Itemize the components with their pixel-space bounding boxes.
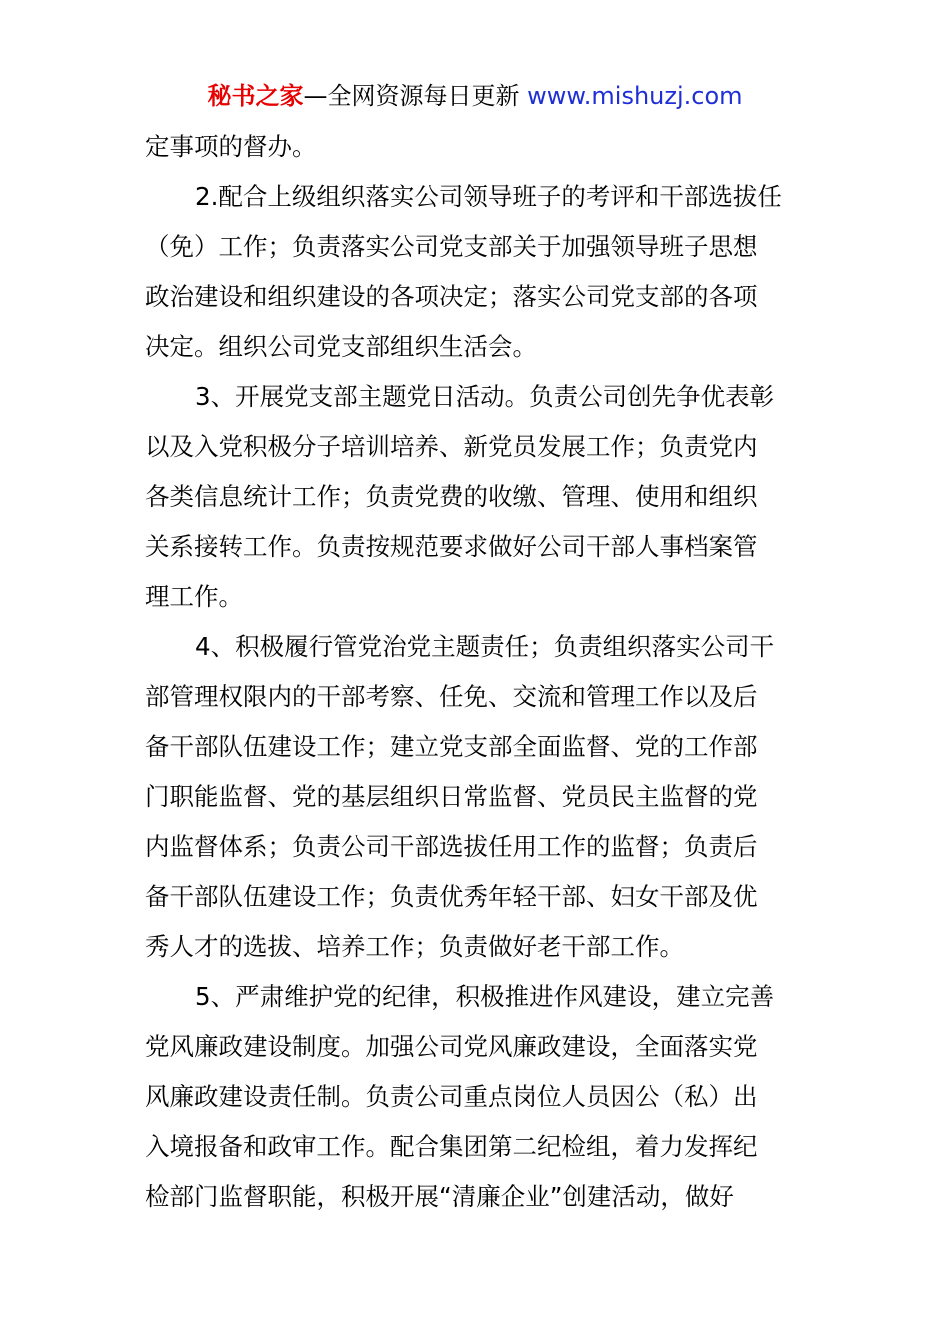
- text-line: 风廉政建设责任制。负责公司重点岗位人员因公（私）出: [145, 1082, 758, 1111]
- text-line: 以及入党积极分子培训培养、新党员发展工作；负责党内: [145, 432, 758, 461]
- text-line: 内监督体系；负责公司干部选拔任用工作的监督；负责后: [145, 832, 758, 861]
- text-line: 备干部队伍建设工作；建立党支部全面监督、党的工作部: [145, 732, 758, 761]
- text-line: 检部门监督职能，积极开展“清廉企业”创建活动，做好: [145, 1182, 734, 1211]
- text-line: 党风廉政建设制度。加强公司党风廉政建设，全面落实党: [145, 1032, 758, 1061]
- page-header: [0, 80, 950, 112]
- text-line: （免）工作；负责落实公司党支部关于加强领导班子思想: [145, 232, 758, 261]
- text-line: 门职能监督、党的基层组织日常监督、党员民主监督的党: [145, 782, 758, 811]
- text-line: 5、严肃维护党的纪律，积极推进作风建设，建立完善: [195, 982, 775, 1011]
- text-line: 2.配合上级组织落实公司领导班子的考评和干部选拔任: [195, 182, 782, 211]
- header-slogan: —全网资源每日更新: [303, 82, 528, 110]
- text-line: 4、积极履行管党治党主题责任；负责组织落实公司干: [195, 632, 775, 661]
- document-body: [145, 122, 810, 1222]
- text-line: 各类信息统计工作；负责党费的收缴、管理、使用和组织: [145, 482, 758, 511]
- text-line: 部管理权限内的干部考察、任免、交流和管理工作以及后: [145, 682, 758, 711]
- site-link[interactable]: www.mishuzj.com: [527, 82, 743, 110]
- text-line: 定事项的督办。: [145, 132, 317, 161]
- text-line: 3、开展党支部主题党日活动。负责公司创先争优表彰: [195, 382, 775, 411]
- text-line: 秀人才的选拔、培养工作；负责做好老干部工作。: [145, 932, 684, 961]
- text-line: 决定。组织公司党支部组织生活会。: [145, 332, 537, 361]
- brand-name: 秘书之家: [207, 82, 304, 110]
- text-line: 理工作。: [145, 582, 243, 611]
- text-line: 备干部队伍建设工作；负责优秀年轻干部、妇女干部及优: [145, 882, 758, 911]
- text-line: 入境报备和政审工作。配合集团第二纪检组，着力发挥纪: [145, 1132, 758, 1161]
- text-line: 政治建设和组织建设的各项决定；落实公司党支部的各项: [145, 282, 758, 311]
- text-line: 关系接转工作。负责按规范要求做好公司干部人事档案管: [145, 532, 758, 561]
